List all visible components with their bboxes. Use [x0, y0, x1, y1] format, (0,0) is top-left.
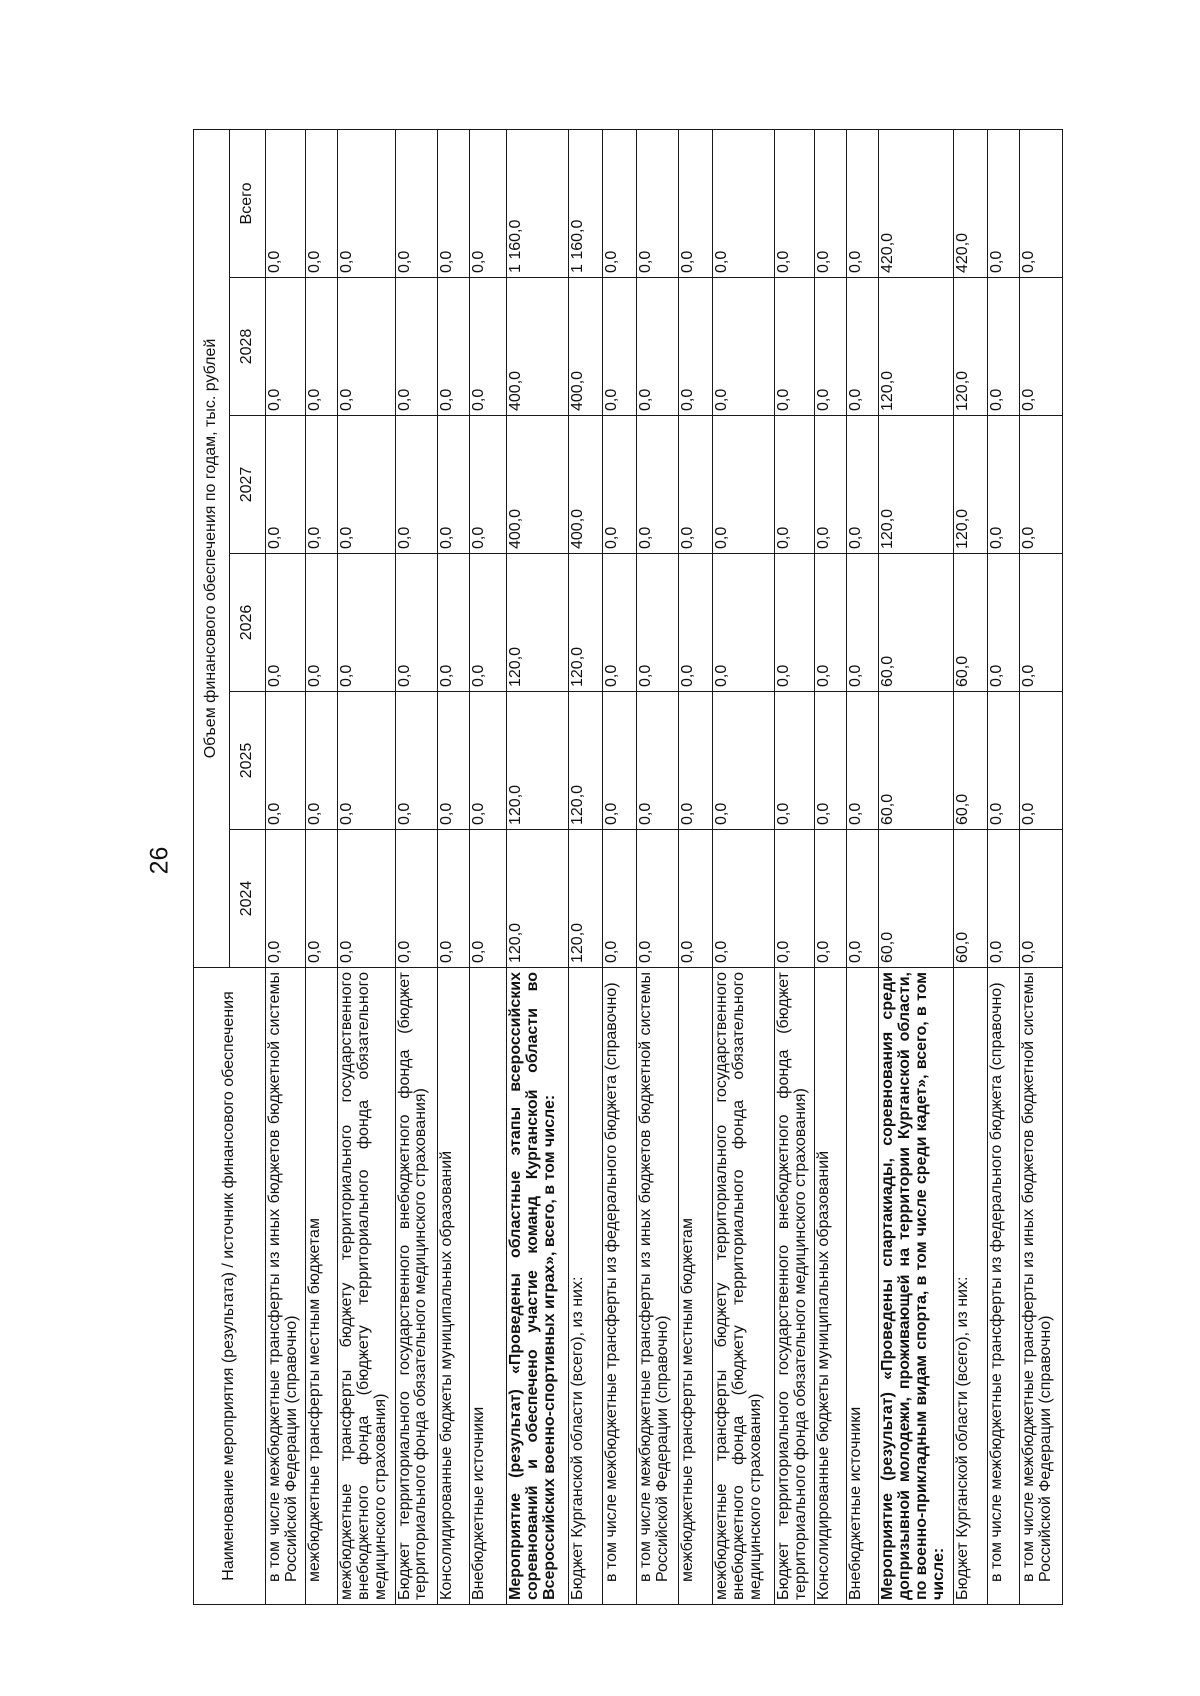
- row-value: 0,0: [988, 554, 1020, 692]
- row-value: 0,0: [847, 278, 879, 416]
- row-value: 0,0: [395, 416, 438, 554]
- row-value: 0,0: [306, 830, 338, 968]
- row-value: 0,0: [775, 830, 815, 968]
- header-year-2028: 2028: [230, 278, 266, 416]
- row-name: Внебюджетные источники: [469, 968, 506, 1605]
- row-value: 0,0: [713, 830, 775, 968]
- row-value: 0,0: [636, 554, 679, 692]
- row-value: 0,0: [438, 129, 470, 277]
- row-value: 0,0: [713, 692, 775, 830]
- row-name: Бюджет Курганской области (всего), из них:: [568, 968, 602, 1605]
- row-value: 0,0: [636, 416, 679, 554]
- row-value: 0,0: [713, 278, 775, 416]
- row-value: 0,0: [602, 554, 636, 692]
- header-year-2024: 2024: [230, 830, 266, 968]
- row-value: 0,0: [1020, 692, 1063, 830]
- row-value: 400,0: [507, 278, 569, 416]
- header-volume-column: Объем финансового обеспечения по годам, тыс. рублей: [194, 129, 230, 967]
- table-row: [775, 129, 815, 1604]
- row-value: 60,0: [954, 554, 988, 692]
- row-value: 1 160,0: [568, 129, 602, 277]
- row-name: межбюджетные трансферты бюджету территориального государственного внебюджетного фонда (бюджету территориального фонда обязательного медицинского страхования): [338, 968, 395, 1605]
- row-value: 0,0: [1020, 278, 1063, 416]
- row-name: межбюджетные трансферты местным бюджетам: [679, 968, 713, 1605]
- row-value: 0,0: [266, 416, 306, 554]
- row-value: 420,0: [954, 129, 988, 277]
- table-row: [815, 129, 847, 1604]
- financing-table: [193, 129, 1063, 1605]
- row-value: 0,0: [438, 278, 470, 416]
- table-row: [338, 129, 395, 1604]
- table-row: [469, 129, 506, 1604]
- row-value: 60,0: [879, 692, 954, 830]
- row-value: 0,0: [679, 554, 713, 692]
- table-row: [847, 129, 879, 1604]
- row-name: Консолидированные бюджеты муниципальных образований: [438, 968, 470, 1605]
- table-row: [1020, 129, 1063, 1604]
- row-value: 0,0: [815, 554, 847, 692]
- row-value: 0,0: [1020, 129, 1063, 277]
- row-name: Бюджет территориального государственного внебюджетного фонда (бюджет территориального фонда обязательного медицинского страхования): [395, 968, 438, 1605]
- row-value: 0,0: [847, 692, 879, 830]
- row-value: 0,0: [775, 278, 815, 416]
- row-value: 0,0: [602, 129, 636, 277]
- row-value: 60,0: [954, 830, 988, 968]
- row-value: 0,0: [1020, 830, 1063, 968]
- row-value: 0,0: [815, 416, 847, 554]
- row-value: 120,0: [879, 278, 954, 416]
- row-value: 0,0: [306, 416, 338, 554]
- row-value: 120,0: [507, 692, 569, 830]
- row-value: 0,0: [679, 692, 713, 830]
- row-value: 0,0: [306, 554, 338, 692]
- row-value: 0,0: [847, 129, 879, 277]
- row-value: 0,0: [988, 830, 1020, 968]
- header-year-2025: 2025: [230, 692, 266, 830]
- row-value: 0,0: [306, 129, 338, 277]
- row-value: 120,0: [507, 830, 569, 968]
- row-value: 120,0: [568, 692, 602, 830]
- table-row: [395, 129, 438, 1604]
- row-value: 0,0: [602, 416, 636, 554]
- row-value: 0,0: [636, 129, 679, 277]
- row-value: 0,0: [815, 129, 847, 277]
- row-value: 0,0: [988, 692, 1020, 830]
- row-name: в том числе межбюджетные трансферты из иных бюджетов бюджетной системы Российской Федерации (справочно): [266, 968, 306, 1605]
- row-value: 0,0: [815, 830, 847, 968]
- row-name: Бюджет территориального государственного внебюджетного фонда (бюджет территориального фонда обязательного медицинского страхования): [775, 968, 815, 1605]
- row-value: 0,0: [847, 830, 879, 968]
- row-value: 0,0: [338, 554, 395, 692]
- table-row: [602, 129, 636, 1604]
- table-row: [713, 129, 775, 1604]
- row-value: 0,0: [266, 830, 306, 968]
- row-value: 60,0: [879, 554, 954, 692]
- header-total: Всего: [230, 129, 266, 277]
- row-value: 0,0: [815, 278, 847, 416]
- rotated-table-wrapper: [193, 130, 1063, 1605]
- row-value: 120,0: [507, 554, 569, 692]
- row-name: межбюджетные трансферты бюджету территориального государственного внебюджетного фонда (бюджету территориального фонда обязательного медицинского страхования): [713, 968, 775, 1605]
- row-value: 0,0: [395, 692, 438, 830]
- row-value: 0,0: [438, 692, 470, 830]
- table-row: [679, 129, 713, 1604]
- row-value: 120,0: [568, 830, 602, 968]
- row-name: Консолидированные бюджеты муниципальных образований: [815, 968, 847, 1605]
- row-value: 0,0: [266, 692, 306, 830]
- row-name: в том числе межбюджетные трансферты из федерального бюджета (справочно): [602, 968, 636, 1605]
- row-value: 0,0: [775, 692, 815, 830]
- row-value: 0,0: [306, 692, 338, 830]
- row-value: 0,0: [988, 278, 1020, 416]
- row-value: 0,0: [679, 129, 713, 277]
- row-name: Мероприятие (результат) «Проведены областные этапы всероссийских соревнований и обеспечено участие команд Курганской области во Всероссийских военно-спортивных играх», всего, в том числе:: [507, 968, 569, 1605]
- table-row: [879, 129, 954, 1604]
- row-value: 60,0: [954, 692, 988, 830]
- header-year-2026: 2026: [230, 554, 266, 692]
- row-value: 400,0: [568, 416, 602, 554]
- row-value: 0,0: [395, 278, 438, 416]
- row-value: 120,0: [568, 554, 602, 692]
- row-value: 0,0: [469, 692, 506, 830]
- row-value: 0,0: [602, 278, 636, 416]
- row-value: 0,0: [338, 278, 395, 416]
- row-value: 0,0: [1020, 416, 1063, 554]
- row-name: Мероприятие (результат) «Проведены спартакиады, соревнования среди допризывной молодежи, проживающей на территории Курганской области, по военно-прикладным видам спорта, в том числе среди кадет», всего, в том числе:: [879, 968, 954, 1605]
- row-value: 0,0: [266, 554, 306, 692]
- row-value: 0,0: [338, 416, 395, 554]
- row-value: 0,0: [395, 554, 438, 692]
- row-value: 420,0: [879, 129, 954, 277]
- table-row: [636, 129, 679, 1604]
- row-value: 0,0: [815, 692, 847, 830]
- row-value: 0,0: [775, 554, 815, 692]
- row-value: 0,0: [266, 129, 306, 277]
- row-value: 0,0: [679, 416, 713, 554]
- row-value: 0,0: [713, 129, 775, 277]
- row-value: 0,0: [636, 692, 679, 830]
- row-value: 0,0: [775, 416, 815, 554]
- row-value: 0,0: [636, 830, 679, 968]
- row-value: 0,0: [395, 129, 438, 277]
- table-row: [507, 129, 569, 1604]
- row-value: 1 160,0: [507, 129, 569, 277]
- table-row: [306, 129, 338, 1604]
- row-value: 0,0: [338, 830, 395, 968]
- row-value: 0,0: [338, 692, 395, 830]
- row-value: 60,0: [879, 830, 954, 968]
- table-row: [568, 129, 602, 1604]
- row-value: 120,0: [879, 416, 954, 554]
- row-value: 0,0: [438, 416, 470, 554]
- row-value: 0,0: [636, 278, 679, 416]
- row-value: 0,0: [306, 278, 338, 416]
- row-value: 0,0: [847, 416, 879, 554]
- row-value: 0,0: [469, 554, 506, 692]
- row-value: 0,0: [1020, 554, 1063, 692]
- row-value: 120,0: [954, 278, 988, 416]
- row-name: Бюджет Курганской области (всего), из них:: [954, 968, 988, 1605]
- row-value: 0,0: [713, 554, 775, 692]
- row-value: 0,0: [469, 278, 506, 416]
- row-value: 0,0: [602, 830, 636, 968]
- header-name-column: Наименование мероприятия (результата) / источник финансового обеспечения: [194, 968, 266, 1605]
- row-value: 0,0: [775, 129, 815, 277]
- table-row: [438, 129, 470, 1604]
- row-value: 0,0: [338, 129, 395, 277]
- row-value: 0,0: [988, 416, 1020, 554]
- table-row: [988, 129, 1020, 1604]
- row-value: 0,0: [602, 692, 636, 830]
- row-value: 400,0: [568, 278, 602, 416]
- row-name: в том числе межбюджетные трансферты из иных бюджетов бюджетной системы Российской Федерации (справочно): [1020, 968, 1063, 1605]
- page-number: 26: [145, 846, 174, 875]
- row-value: 400,0: [507, 416, 569, 554]
- row-value: 0,0: [679, 830, 713, 968]
- row-name: в том числе межбюджетные трансферты из федерального бюджета (справочно): [988, 968, 1020, 1605]
- row-value: 0,0: [469, 129, 506, 277]
- row-value: 0,0: [438, 554, 470, 692]
- row-value: 120,0: [954, 416, 988, 554]
- row-value: 0,0: [713, 416, 775, 554]
- row-value: 0,0: [395, 830, 438, 968]
- table-row: [954, 129, 988, 1604]
- row-value: 0,0: [847, 554, 879, 692]
- row-value: 0,0: [469, 416, 506, 554]
- row-name: межбюджетные трансферты местным бюджетам: [306, 968, 338, 1605]
- header-year-2027: 2027: [230, 416, 266, 554]
- row-name: Внебюджетные источники: [847, 968, 879, 1605]
- row-value: 0,0: [438, 830, 470, 968]
- table-row: [266, 129, 306, 1604]
- row-value: 0,0: [679, 278, 713, 416]
- row-value: 0,0: [988, 129, 1020, 277]
- row-value: 0,0: [469, 830, 506, 968]
- row-name: в том числе межбюджетные трансферты из иных бюджетов бюджетной системы Российской Федерации (справочно): [636, 968, 679, 1605]
- row-value: 0,0: [266, 278, 306, 416]
